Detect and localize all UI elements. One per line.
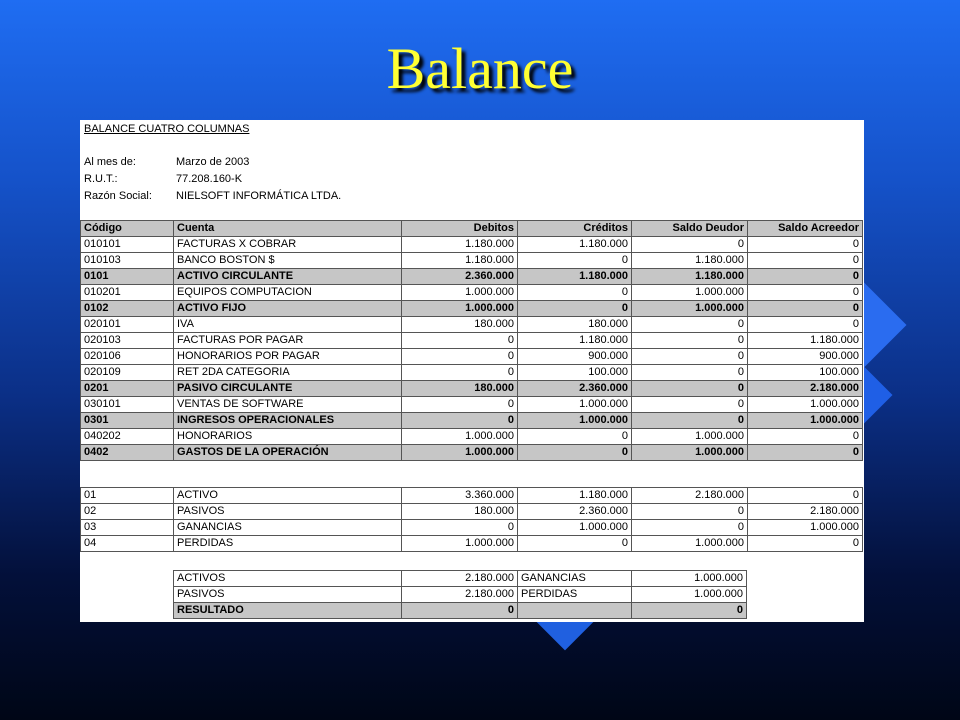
table-cell: 0102 — [81, 301, 174, 317]
table-cell: 0 — [632, 603, 747, 619]
table-cell: 1.000.000 — [748, 520, 863, 536]
table-cell: 020101 — [81, 317, 174, 333]
table-cell: VENTAS DE SOFTWARE — [174, 397, 402, 413]
table-cell: INGRESOS OPERACIONALES — [174, 413, 402, 429]
table-cell: 1.000.000 — [402, 445, 518, 461]
table-cell: HONORARIOS POR PAGAR — [174, 349, 402, 365]
table-cell: 0 — [402, 333, 518, 349]
col-header-credits: Créditos — [518, 221, 632, 237]
table-cell: 0 — [632, 520, 748, 536]
table-cell: 2.180.000 — [748, 504, 863, 520]
table-cell: 0 — [518, 536, 632, 552]
table-cell: FACTURAS X COBRAR — [174, 237, 402, 253]
table-cell: 0 — [748, 488, 863, 504]
meta-row-rut — [84, 173, 242, 185]
table-cell: 1.180.000 — [632, 269, 748, 285]
accounts-table — [80, 220, 863, 461]
table-row-total — [81, 413, 863, 429]
table-row — [174, 571, 747, 587]
table-row — [81, 504, 863, 520]
table-cell: 1.000.000 — [632, 429, 748, 445]
table-cell: 0301 — [81, 413, 174, 429]
table-cell: 020103 — [81, 333, 174, 349]
table-cell: ACTIVO CIRCULANTE — [174, 269, 402, 285]
table-cell: 020109 — [81, 365, 174, 381]
table-cell: GANANCIAS — [174, 520, 402, 536]
meta-row-month — [84, 156, 249, 168]
table-cell: 0 — [402, 520, 518, 536]
table-cell: 1.000.000 — [518, 520, 632, 536]
table-row — [81, 237, 863, 253]
table-row — [81, 285, 863, 301]
table-row — [81, 397, 863, 413]
table-cell: 1.000.000 — [402, 301, 518, 317]
table-row — [81, 333, 863, 349]
table-cell: 180.000 — [402, 504, 518, 520]
table-cell: 0 — [632, 237, 748, 253]
result-table — [173, 570, 747, 619]
table-cell: 1.000.000 — [518, 397, 632, 413]
table-cell: 0 — [632, 413, 748, 429]
table-cell: 1.180.000 — [748, 333, 863, 349]
table-row-total — [81, 381, 863, 397]
table-row — [81, 365, 863, 381]
table-row — [81, 429, 863, 445]
table-cell: 2.180.000 — [632, 488, 748, 504]
table-cell: 0 — [518, 429, 632, 445]
table-cell: 010201 — [81, 285, 174, 301]
table-cell: 0 — [402, 413, 518, 429]
table-cell: PERDIDAS — [174, 536, 402, 552]
table-cell: 1.000.000 — [402, 536, 518, 552]
table-row — [81, 349, 863, 365]
table-cell: 1.180.000 — [632, 253, 748, 269]
table-cell: 0 — [518, 253, 632, 269]
table-cell: IVA — [174, 317, 402, 333]
table-cell: 04 — [81, 536, 174, 552]
meta-label: Razón Social: — [84, 190, 152, 202]
table-cell: 1.000.000 — [748, 397, 863, 413]
table-cell: 0 — [518, 445, 632, 461]
table-cell: 02 — [81, 504, 174, 520]
table-cell: 100.000 — [518, 365, 632, 381]
table-cell: ACTIVOS — [174, 571, 402, 587]
table-cell: 1.000.000 — [632, 587, 747, 603]
table-cell: GANANCIAS — [518, 571, 632, 587]
table-row-total — [174, 603, 747, 619]
table-cell: ACTIVO — [174, 488, 402, 504]
table-cell: EQUIPOS COMPUTACION — [174, 285, 402, 301]
table-cell: 180.000 — [518, 317, 632, 333]
table-cell: 1.000.000 — [402, 285, 518, 301]
table-cell: 0 — [748, 445, 863, 461]
table-cell: 2.360.000 — [402, 269, 518, 285]
table-row-total — [81, 269, 863, 285]
table-cell: BANCO BOSTON $ — [174, 253, 402, 269]
table-cell: 020106 — [81, 349, 174, 365]
table-cell: 100.000 — [748, 365, 863, 381]
table-cell: 0 — [748, 253, 863, 269]
table-cell: 1.000.000 — [518, 413, 632, 429]
table-cell — [518, 603, 632, 619]
table-cell: 1.000.000 — [632, 301, 748, 317]
table-cell: 2.360.000 — [518, 381, 632, 397]
col-header-credit-balance: Saldo Acreedor — [748, 221, 863, 237]
table-cell: 0 — [632, 397, 748, 413]
table-cell: 0 — [632, 365, 748, 381]
table-cell: 180.000 — [402, 381, 518, 397]
table-cell: RET 2DA CATEGORIA — [174, 365, 402, 381]
table-cell: 030101 — [81, 397, 174, 413]
table-cell: 900.000 — [748, 349, 863, 365]
table-cell: 0 — [748, 237, 863, 253]
table-cell: 1.180.000 — [518, 237, 632, 253]
table-row — [81, 536, 863, 552]
meta-value: NIELSOFT INFORMÁTICA LTDA. — [176, 190, 342, 202]
summary-table — [80, 487, 863, 552]
table-cell: 2.180.000 — [402, 587, 518, 603]
table-cell: 0 — [632, 381, 748, 397]
report-heading: BALANCE CUATRO COLUMNAS — [84, 123, 250, 135]
table-header-row — [81, 221, 863, 237]
table-cell: 0201 — [81, 381, 174, 397]
meta-value: Marzo de 2003 — [176, 156, 250, 168]
meta-value: 77.208.160-K — [176, 173, 243, 185]
table-row — [81, 253, 863, 269]
table-cell: 01 — [81, 488, 174, 504]
table-cell: 1.000.000 — [632, 536, 748, 552]
table-row-total — [81, 445, 863, 461]
table-cell: 0 — [402, 397, 518, 413]
table-cell: 0 — [748, 285, 863, 301]
table-row — [81, 520, 863, 536]
table-cell: 2.180.000 — [748, 381, 863, 397]
table-cell: HONORARIOS — [174, 429, 402, 445]
table-cell: 2.180.000 — [402, 571, 518, 587]
table-row — [81, 317, 863, 333]
table-cell: 3.360.000 — [402, 488, 518, 504]
table-cell: RESULTADO — [174, 603, 402, 619]
table-cell: 0 — [402, 603, 518, 619]
table-cell: 2.360.000 — [518, 504, 632, 520]
table-cell: 0 — [748, 269, 863, 285]
col-header-debits: Debitos — [402, 221, 518, 237]
table-cell: 0 — [748, 536, 863, 552]
col-header-code: Código — [81, 221, 174, 237]
table-cell: 1.000.000 — [632, 571, 747, 587]
table-cell: 0402 — [81, 445, 174, 461]
table-cell: 1.180.000 — [402, 253, 518, 269]
col-header-debit-balance: Saldo Deudor — [632, 221, 748, 237]
table-cell: 0 — [748, 301, 863, 317]
meta-label: Al mes de: — [84, 156, 136, 168]
table-row — [81, 488, 863, 504]
col-header-account: Cuenta — [174, 221, 402, 237]
table-cell: 03 — [81, 520, 174, 536]
table-cell: 1.180.000 — [402, 237, 518, 253]
balance-sheet — [80, 120, 864, 622]
table-row-total — [81, 301, 863, 317]
table-cell: FACTURAS POR PAGAR — [174, 333, 402, 349]
table-cell: 180.000 — [402, 317, 518, 333]
slide-title: Balance — [386, 36, 574, 101]
table-cell: 0 — [518, 301, 632, 317]
table-cell: 1.180.000 — [518, 488, 632, 504]
table-cell: PERDIDAS — [518, 587, 632, 603]
table-cell: 0 — [402, 365, 518, 381]
table-cell: PASIVOS — [174, 587, 402, 603]
table-cell: ACTIVO FIJO — [174, 301, 402, 317]
table-cell: 010103 — [81, 253, 174, 269]
table-cell: PASIVOS — [174, 504, 402, 520]
table-cell: 0 — [632, 333, 748, 349]
table-cell: 0 — [632, 349, 748, 365]
table-cell: 0 — [518, 285, 632, 301]
table-cell: 1.180.000 — [518, 269, 632, 285]
table-cell: 0 — [402, 349, 518, 365]
table-cell: 1.000.000 — [402, 429, 518, 445]
table-cell: 1.000.000 — [748, 413, 863, 429]
table-row — [174, 587, 747, 603]
table-cell: 0 — [632, 317, 748, 333]
table-cell: 0 — [748, 429, 863, 445]
table-cell: 010101 — [81, 237, 174, 253]
table-cell: 0 — [632, 504, 748, 520]
meta-label: R.U.T.: — [84, 173, 118, 185]
meta-row-company — [84, 190, 341, 202]
table-cell: 900.000 — [518, 349, 632, 365]
table-cell: 0 — [748, 317, 863, 333]
table-cell: 1.000.000 — [632, 445, 748, 461]
table-cell: 040202 — [81, 429, 174, 445]
table-cell: 1.180.000 — [518, 333, 632, 349]
table-cell: PASIVO CIRCULANTE — [174, 381, 402, 397]
table-cell: GASTOS DE LA OPERACIÓN — [174, 445, 402, 461]
table-cell: 0101 — [81, 269, 174, 285]
table-cell: 1.000.000 — [632, 285, 748, 301]
